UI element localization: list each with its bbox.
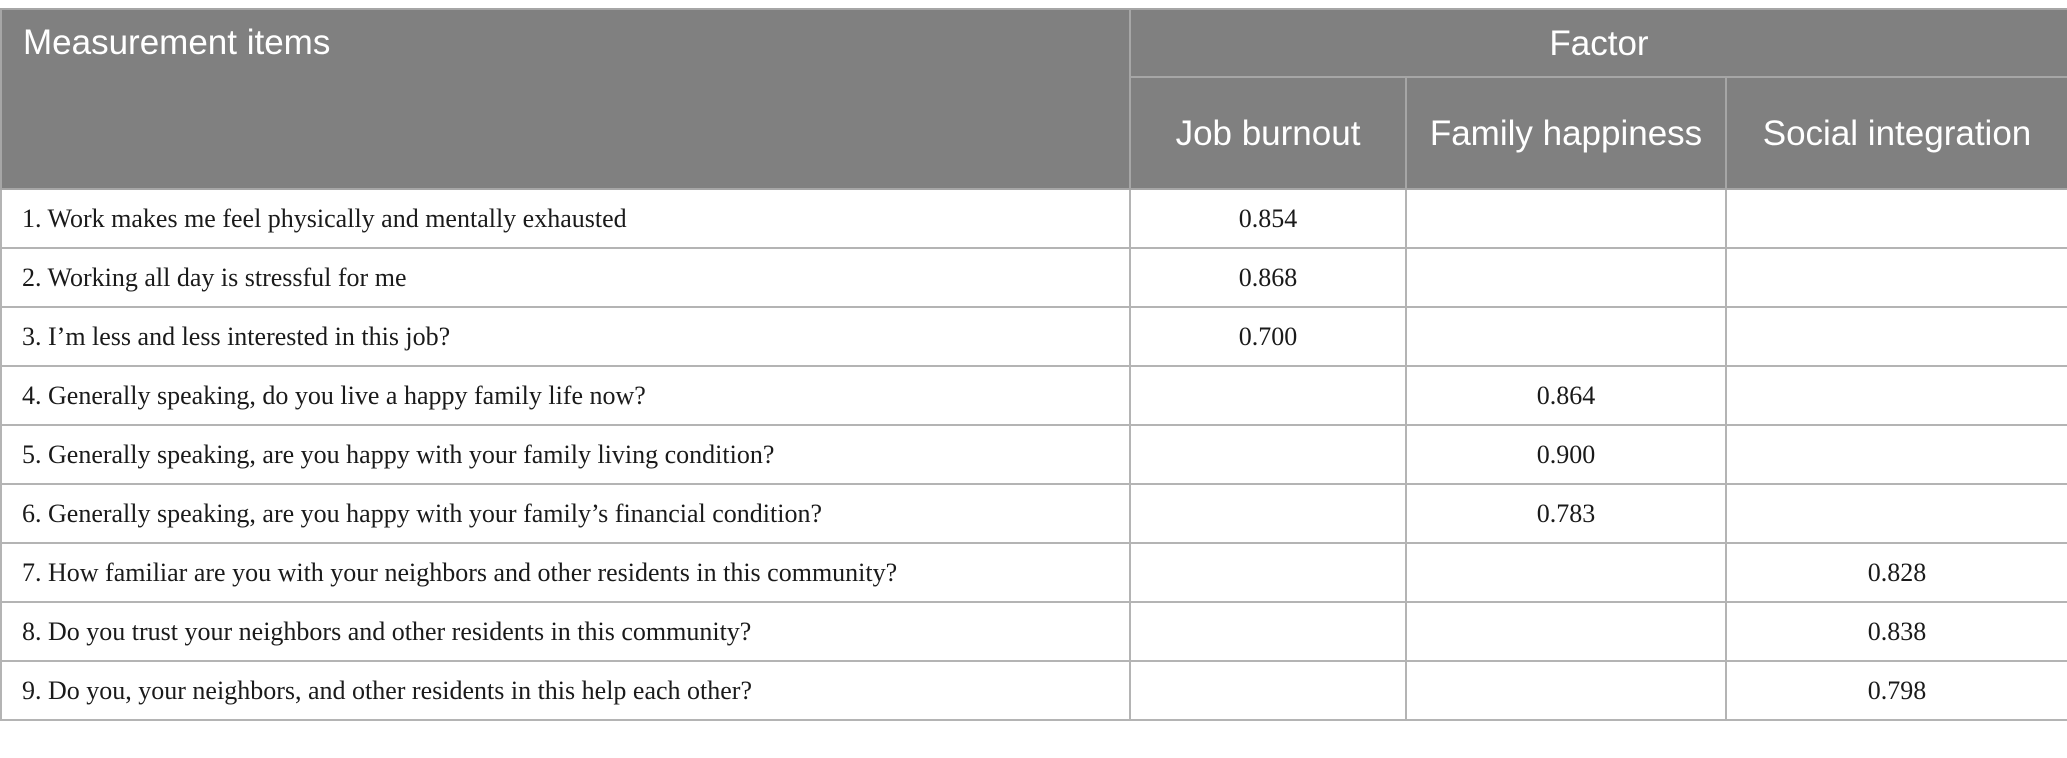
item-cell: 6. Generally speaking, are you happy with your family’s financial condition? xyxy=(1,484,1130,543)
social-integration-value xyxy=(1726,307,2067,366)
job-burnout-value: 0.868 xyxy=(1130,248,1406,307)
social-integration-value xyxy=(1726,425,2067,484)
measurement-items-header: Measurement items xyxy=(1,9,1130,189)
social-integration-value xyxy=(1726,248,2067,307)
family-happiness-value xyxy=(1406,248,1726,307)
table-row xyxy=(1,425,2067,484)
family-happiness-value: 0.900 xyxy=(1406,425,1726,484)
job-burnout-header: Job burnout xyxy=(1130,77,1406,189)
family-happiness-value: 0.864 xyxy=(1406,366,1726,425)
item-cell: 9. Do you, your neighbors, and other residents in this help each other? xyxy=(1,661,1130,720)
table-body xyxy=(1,189,2067,720)
job-burnout-value xyxy=(1130,366,1406,425)
social-integration-header: Social integration xyxy=(1726,77,2067,189)
family-happiness-value xyxy=(1406,661,1726,720)
table-row xyxy=(1,307,2067,366)
factor-loading-table xyxy=(0,8,2067,721)
table-row xyxy=(1,543,2067,602)
factor-loading-table-container xyxy=(0,8,2067,721)
job-burnout-value xyxy=(1130,661,1406,720)
table-row xyxy=(1,602,2067,661)
table-row xyxy=(1,366,2067,425)
item-cell: 2. Working all day is stressful for me xyxy=(1,248,1130,307)
header-row-top xyxy=(1,9,2067,77)
job-burnout-value xyxy=(1130,484,1406,543)
job-burnout-value xyxy=(1130,602,1406,661)
table-row xyxy=(1,248,2067,307)
family-happiness-value: 0.783 xyxy=(1406,484,1726,543)
job-burnout-value: 0.700 xyxy=(1130,307,1406,366)
item-cell: 7. How familiar are you with your neighbors and other residents in this community? xyxy=(1,543,1130,602)
item-cell: 4. Generally speaking, do you live a happy family life now? xyxy=(1,366,1130,425)
table-header xyxy=(1,9,2067,189)
social-integration-value: 0.828 xyxy=(1726,543,2067,602)
job-burnout-value xyxy=(1130,425,1406,484)
family-happiness-value xyxy=(1406,602,1726,661)
table-row xyxy=(1,484,2067,543)
factor-header: Factor xyxy=(1130,9,2067,77)
job-burnout-value: 0.854 xyxy=(1130,189,1406,248)
social-integration-value: 0.798 xyxy=(1726,661,2067,720)
item-cell: 1. Work makes me feel physically and mentally exhausted xyxy=(1,189,1130,248)
job-burnout-value xyxy=(1130,543,1406,602)
item-cell: 8. Do you trust your neighbors and other residents in this community? xyxy=(1,602,1130,661)
table-row xyxy=(1,189,2067,248)
table-row xyxy=(1,661,2067,720)
social-integration-value: 0.838 xyxy=(1726,602,2067,661)
family-happiness-value xyxy=(1406,189,1726,248)
social-integration-value xyxy=(1726,366,2067,425)
social-integration-value xyxy=(1726,484,2067,543)
item-cell: 5. Generally speaking, are you happy with your family living condition? xyxy=(1,425,1130,484)
family-happiness-value xyxy=(1406,307,1726,366)
social-integration-value xyxy=(1726,189,2067,248)
family-happiness-header: Family happiness xyxy=(1406,77,1726,189)
item-cell: 3. I’m less and less interested in this job? xyxy=(1,307,1130,366)
family-happiness-value xyxy=(1406,543,1726,602)
